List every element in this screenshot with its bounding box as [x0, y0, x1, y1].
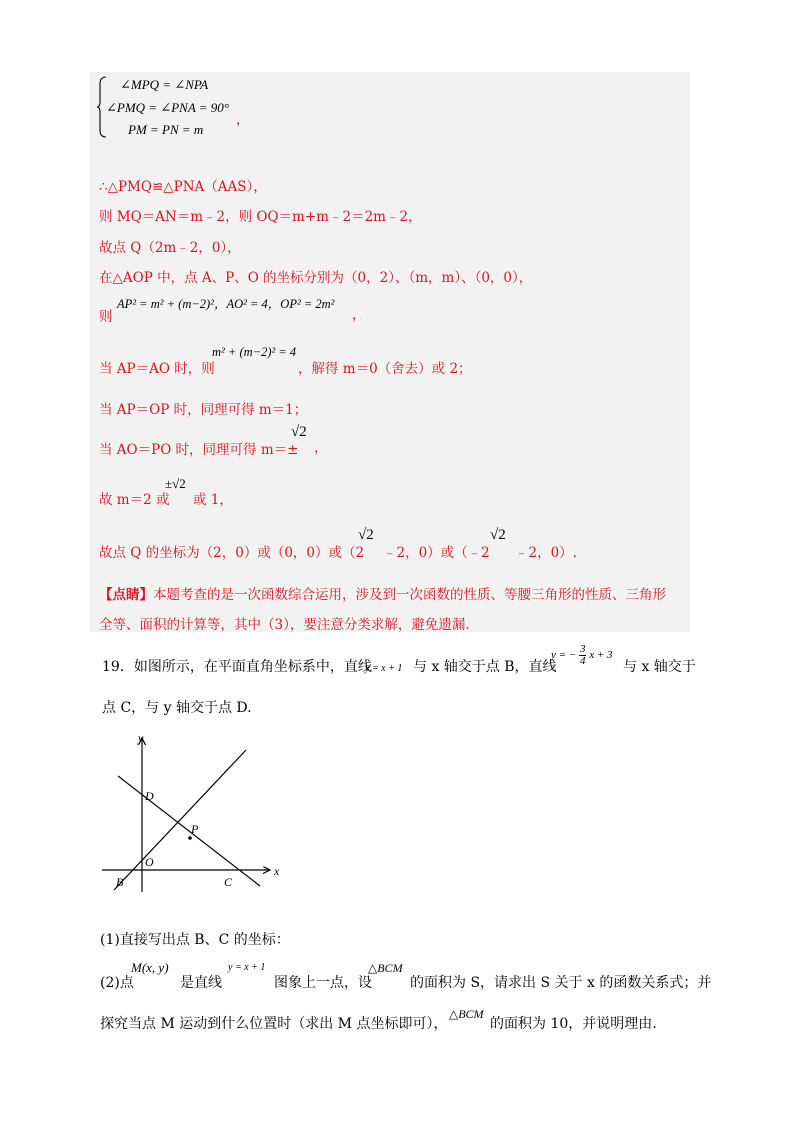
part-1: (1)直接写出点 B、C 的坐标： — [100, 932, 290, 948]
line1-equation: y = x + 1 — [365, 663, 403, 674]
coords-suffix: ﹣2，0）. — [515, 545, 577, 561]
comment-tag: 【点睛】 — [99, 587, 153, 603]
system-trailing-comma: ， — [236, 112, 250, 128]
coords-sqrt-2: √2 — [490, 527, 506, 543]
coords-middle: ﹣2，0）或（﹣2 — [383, 545, 490, 561]
congruence-line: ∴△PMQ≌△PNA（AAS）， — [99, 179, 267, 195]
question-text-d: 点 C，与 y 轴交于点 D. — [102, 700, 252, 716]
line2-prefix: y = − — [551, 649, 577, 662]
label-y: y — [138, 731, 144, 745]
part-2-mid: 是直线 — [180, 975, 222, 991]
part-2b-triangle: △BCM — [449, 1007, 484, 1021]
label-d: D — [145, 789, 154, 803]
part-2-triangle: △BCM — [368, 961, 403, 975]
coords-prefix: 故点 Q 的坐标为（2，0）或（0，0）或（2 — [99, 545, 365, 561]
point-p — [188, 836, 192, 840]
label-c: C — [224, 875, 233, 889]
ap-formula: AP² = m² + (m−2)²，AO² = 4，OP² = 2m² — [117, 297, 335, 311]
case3-sqrt: √2 — [291, 424, 307, 440]
triangle-aop-line: 在△AOP 中，点 A、P、O 的坐标分别为（0，2）、（m，m）、（0，0）， — [99, 270, 533, 286]
line-y-eq-x-plus-1 — [114, 750, 246, 890]
comment-line-2: 全等、面积的计算等，其中（3），要注意分类求解，避免遗漏. — [99, 617, 470, 633]
coordinate-figure — [96, 730, 292, 896]
line2-suffix: x + 3 — [589, 649, 613, 662]
part-2-mid2: 图象上一点，设 — [274, 975, 372, 991]
label-o: O — [145, 855, 154, 869]
part-2-point-m: M(x, y) — [131, 960, 169, 975]
label-b: B — [116, 875, 124, 889]
case3-suffix: ， — [314, 440, 328, 456]
label-x: x — [274, 864, 280, 878]
question-text-b: 与 x 轴交于点 B，直线 — [413, 659, 557, 675]
question-line-1 — [102, 656, 372, 676]
comment-body-1: 本题考查的是一次函数综合运用，涉及到一次函数的性质、等腰三角形的性质、三角形 — [153, 587, 666, 603]
conclusion-prefix: 故 m＝2 或 — [99, 492, 170, 508]
comment-line-1 — [99, 583, 666, 603]
point-q-line: 故点 Q（2m﹣2，0）， — [99, 240, 241, 256]
case3-prefix: 当 AO＝PO 时，同理可得 m＝± — [99, 442, 299, 458]
ze-label: 则 — [99, 309, 113, 325]
system-line-1: ∠MPQ = ∠NPA — [120, 77, 209, 92]
line2-fraction — [579, 644, 587, 667]
part-2-line: y = x + 1 — [228, 962, 266, 973]
conclusion-plusminus-sqrt: ±√2 — [165, 476, 186, 491]
label-p: P — [191, 822, 199, 836]
line2-numerator: 3 — [579, 643, 586, 655]
part-2b-suffix: 的面积为 10，并说明理由. — [490, 1016, 657, 1032]
part-2b-prefix: 探究当点 M 运动到什么位置时（求出 M 点坐标即可）， — [100, 1016, 448, 1032]
ap-formula-comma: ， — [352, 307, 366, 323]
case1-prefix: 当 AP＝AO 时，则 — [99, 361, 215, 377]
question-text-a: 如图所示，在平面直角坐标系中，直线 — [133, 659, 372, 675]
line2-equation — [551, 644, 613, 667]
question-number: 19． — [102, 659, 134, 675]
question-text-c: 与 x 轴交于 — [623, 659, 696, 675]
case1-formula: m² + (m−2)² = 4 — [212, 345, 297, 359]
case1-suffix: ，解得 m＝0（舍去）或 2； — [298, 361, 472, 377]
system-line-2: ∠PMQ = ∠PNA = 90° — [106, 100, 230, 115]
case2-line: 当 AP＝OP 时，同理可得 m＝1； — [99, 402, 308, 418]
part-2-suffix: 的面积为 S，请求出 S 关于 x 的函数关系式；并 — [410, 975, 712, 991]
coords-sqrt-1: √2 — [358, 527, 374, 543]
conclusion-suffix: 或 1， — [193, 492, 233, 508]
line2-denominator: 4 — [579, 655, 586, 667]
mq-line: 则 MQ＝AN＝m﹣2，则 OQ＝m+m﹣2＝2m﹣2， — [99, 209, 422, 225]
part-2-prefix: (2)点 — [100, 975, 134, 991]
system-line-3: PM = PN = m — [128, 122, 204, 137]
